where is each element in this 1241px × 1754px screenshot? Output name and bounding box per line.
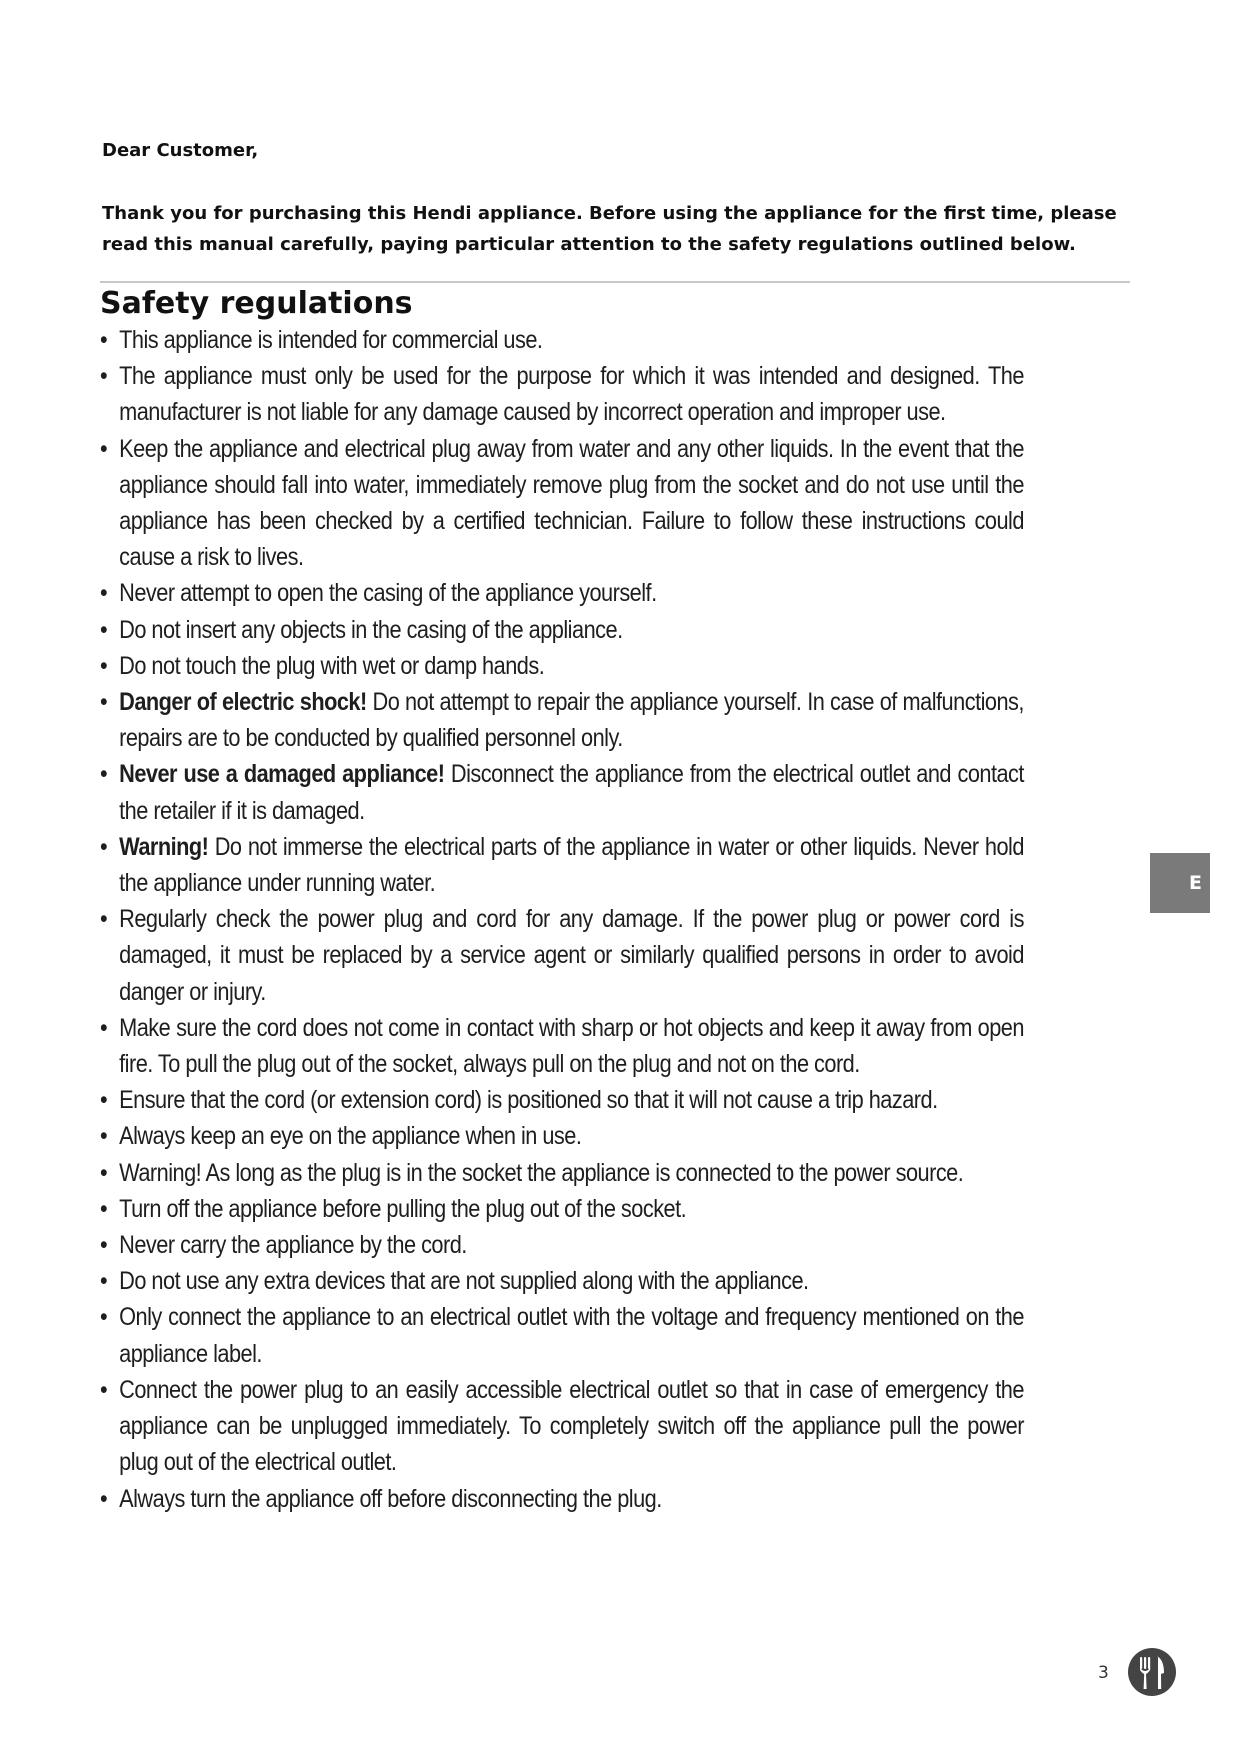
bullet-icon: • [100, 1267, 108, 1296]
rule-text: Regularly check the power plug and cord for any damage. If the power plug or power cord is damaged, it must be replaced by a service agent or similarly qualified persons in order to avoid danger or injury. [119, 905, 1024, 1006]
safety-rule-item [100, 1191, 1024, 1227]
bullet-icon: • [100, 832, 108, 861]
safety-rule-item [100, 1481, 1024, 1517]
safety-rule-item [100, 901, 1024, 1010]
rule-text: Do not use any extra devices that are not supplied along with the appliance. [119, 1267, 809, 1296]
bullet-icon: • [100, 1231, 108, 1260]
safety-rules-list [100, 322, 1024, 1517]
safety-rule-item [100, 648, 1024, 684]
safety-rule-item [100, 756, 1024, 828]
rule-text: Do not attempt to repair the appliance yourself. In case of malfunctions, repairs are to be conducted by qualified personnel only. [119, 688, 1024, 753]
safety-rule-item [100, 1082, 1024, 1118]
rule-text: This appliance is intended for commercial use. [119, 326, 543, 354]
rule-text: Do not immerse the electrical parts of the appliance in water or other liquids. Never hold the appliance under running water. [119, 832, 1024, 898]
rule-text: Turn off the appliance before pulling the plug out of the socket. [119, 1194, 687, 1223]
safety-rule-item [100, 684, 1024, 756]
bullet-icon: • [100, 579, 108, 608]
bullet-icon: • [100, 326, 108, 354]
bullet-icon: • [100, 1303, 108, 1332]
safety-rule-item [100, 1118, 1024, 1154]
bullet-icon: • [100, 688, 108, 717]
rule-text: Warning! As long as the plug is in the socket the appliance is connected to the power source. [119, 1158, 964, 1187]
bullet-icon: • [100, 651, 108, 680]
bullet-icon: • [100, 1158, 108, 1187]
bullet-icon: • [100, 1086, 108, 1115]
intro-paragraph: Thank you for purchasing this Hendi appliance. Before using the appliance for the first time, please read this manual carefully, paying particular attention to the safety regulations outlined below. [102, 203, 1117, 255]
safety-rule-item [100, 575, 1024, 611]
safety-rule-item [100, 431, 1024, 576]
rule-emphasis: Danger of electric shock! [119, 688, 367, 717]
safety-rule-item [100, 1372, 1024, 1481]
rule-text: Disconnect the appliance from the electrical outlet and contact the retailer if it is damaged. [119, 760, 1024, 825]
rule-text: Do not touch the plug with wet or damp hands. [119, 651, 545, 680]
rule-text: Do not insert any objects in the casing of the appliance. [119, 615, 623, 644]
safety-rule-item [100, 612, 1024, 648]
rule-text: Only connect the appliance to an electrical outlet with the voltage and frequency mentioned on the appliance label. [119, 1303, 1024, 1368]
rule-text: Ensure that the cord (or extension cord) is positioned so that it will not cause a trip hazard. [119, 1086, 938, 1115]
bullet-icon: • [100, 760, 108, 789]
safety-rule-item [100, 1263, 1024, 1299]
safety-rule-item [100, 1299, 1024, 1371]
safety-rule-item [100, 358, 1024, 430]
fork-knife-logo-icon [1127, 1647, 1177, 1697]
rule-emphasis: Never use a damaged appliance! [119, 760, 445, 789]
rule-text: Always keep an eye on the appliance when in use. [119, 1122, 582, 1151]
rule-emphasis: Warning! [119, 832, 209, 861]
rule-text: Never carry the appliance by the cord. [119, 1231, 467, 1260]
rule-text: Make sure the cord does not come in contact with sharp or hot objects and keep it away from open fire. To pull the plug out of the socket, always pull on the plug and not on the cord. [119, 1013, 1024, 1079]
rule-text: Keep the appliance and electrical plug away from water and any other liquids. In the event that the appliance should fall into water, immediately remove plug from the socket and do not use until the appliance has been checked by a certified technician. Failure to follow these instructions could cause a risk to lives. [119, 434, 1024, 572]
bullet-icon: • [100, 1375, 108, 1404]
language-tab-label: E [1189, 872, 1202, 894]
bullet-icon: • [100, 434, 108, 463]
bullet-icon: • [100, 1194, 108, 1223]
safety-rule-item [100, 322, 1024, 358]
rule-text: Never attempt to open the casing of the appliance yourself. [119, 579, 657, 608]
section-title: Safety regulations [100, 286, 413, 321]
safety-rule-item [100, 1227, 1024, 1263]
bullet-icon: • [100, 1122, 108, 1151]
bullet-icon: • [100, 1013, 108, 1042]
bullet-icon: • [100, 362, 108, 391]
safety-rule-item [100, 1010, 1024, 1082]
language-tab [1150, 853, 1210, 913]
bullet-icon: • [100, 905, 108, 934]
bullet-icon: • [100, 1484, 108, 1513]
safety-rule-item [100, 829, 1024, 901]
divider [100, 281, 1130, 283]
greeting: Dear Customer, [102, 140, 259, 161]
bullet-icon: • [100, 615, 108, 644]
page-number: 3 [1098, 1663, 1109, 1683]
rule-text: Connect the power plug to an easily accessible electrical outlet so that in case of emergency the appliance can be unplugged immediately. To completely switch off the appliance pull the power plug out of the electrical outlet. [119, 1375, 1024, 1477]
safety-rule-item [100, 1155, 1024, 1191]
rule-text: Always turn the appliance off before disconnecting the plug. [119, 1484, 662, 1513]
rule-text: The appliance must only be used for the purpose for which it was intended and designed. The manufacturer is not liable for any damage caused by incorrect operation and improper use. [119, 362, 1024, 427]
